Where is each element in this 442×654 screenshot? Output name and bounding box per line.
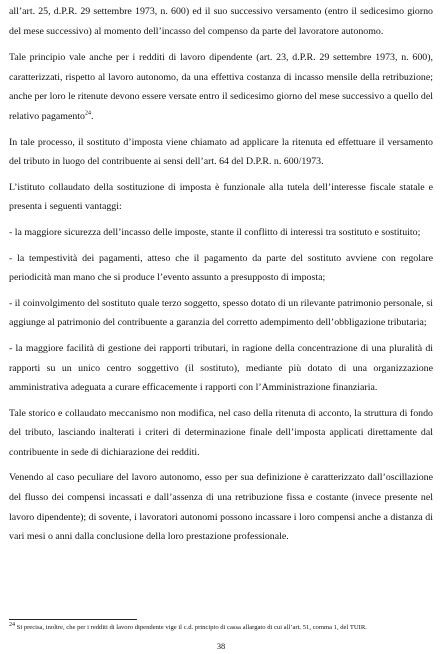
footnote [9, 623, 433, 632]
footnote-divider [9, 619, 137, 620]
paragraph: Venendo al caso peculiare del lavoro autonomo, esso per sua definizione è caratterizzato dall’oscillazione del flusso dei compensi incassati e dall’assenza di una retribuzione fissa e costante (invece presente nel lavoro dipendente); di sovente, i lavoratori autonomi possono incassare i loro compensi anche a distanza di vari mesi o anni dalla conclusione della loro prestazione professionale. [9, 472, 433, 543]
list-item: - il coinvolgimento del sostituto quale terzo soggetto, spesso dotato di un rilevante patrimonio personale, si aggiunge al patrimonio del contribuente a garanzia del corretto adempimento dell’obbligazione tributaria; [9, 297, 433, 329]
paragraph-text: Tale principio vale anche per i redditi di lavoro dipendente (art. 23, d.P.R. 29 settembre 1973, n. 600), caratterizzati, rispetto al lavoro autonomo, da una effettiva costanza di incasso mensile della retribuzione; anche per loro le ritenute devono essere versate entro il sedicesimo giorno del mese successivo a quello del relativo pagamento [9, 52, 433, 122]
list-item: - la maggiore sicurezza dell’incasso delle imposte, stante il conflitto di interessi tra sostituto e sostituito; [9, 226, 421, 238]
footnote-reference[interactable]: 24 [84, 110, 91, 117]
list-item: - la maggiore facilità di gestione dei rapporti tributari, in ragione della concentrazione di una pluralità di rapporti su un unico centro soggettivo (il sostituto), mediante più dotato di una organizzazione amministrativa adeguata a curare efficacemente i rapporti con l’Amministrazione finanziaria. [9, 342, 433, 394]
page-number: 38 [216, 642, 226, 651]
paragraph-end: . [90, 110, 94, 122]
paragraph: L’istituto collaudato della sostituzione di imposta è funzionale alla tutela dell’interesse fiscale statale e presenta i seguenti vantaggi: [9, 181, 433, 213]
list-item: - la tempestività dei pagamenti, atteso che il pagamento da parte del sostituto avviene con regolare periodicità man mano che si produce l’evento assunto a presupposto di imposta; [9, 252, 433, 284]
footnote-marker: 24 [9, 621, 15, 628]
paragraph: In tale processo, il sostituto d’imposta viene chiamato ad applicare la ritenuta ed effettuare il versamento del tributo in luogo del contribuente ai sensi dell’art. 64 del D.P.R. n. 600/1973. [9, 136, 433, 168]
paragraph: Tale storico e collaudato meccanismo non modifica, nel caso della ritenuta di acconto, la struttura di fondo del tributo, lasciando inalterati i criteri di determinazione finale dell’imposta applicati direttamente dal contribuente in sede di dichiarazione dei redditi. [9, 407, 433, 458]
footnote-text: Si precisa, inoltre, che per i redditi di lavoro dipendente vige il c.d. principio di cassa allargato di cui all’art. 51, comma 1, del TUIR. [15, 624, 367, 631]
paragraph [9, 48, 433, 126]
paragraph-continued: all’art. 25, d.P.R. 29 settembre 1973, n. 600) ed il suo successivo versamento (entro il sedicesimo giorno del mese successivo) al momento dell’incasso del compenso da parte del lavoratore autonomo. [9, 6, 433, 37]
